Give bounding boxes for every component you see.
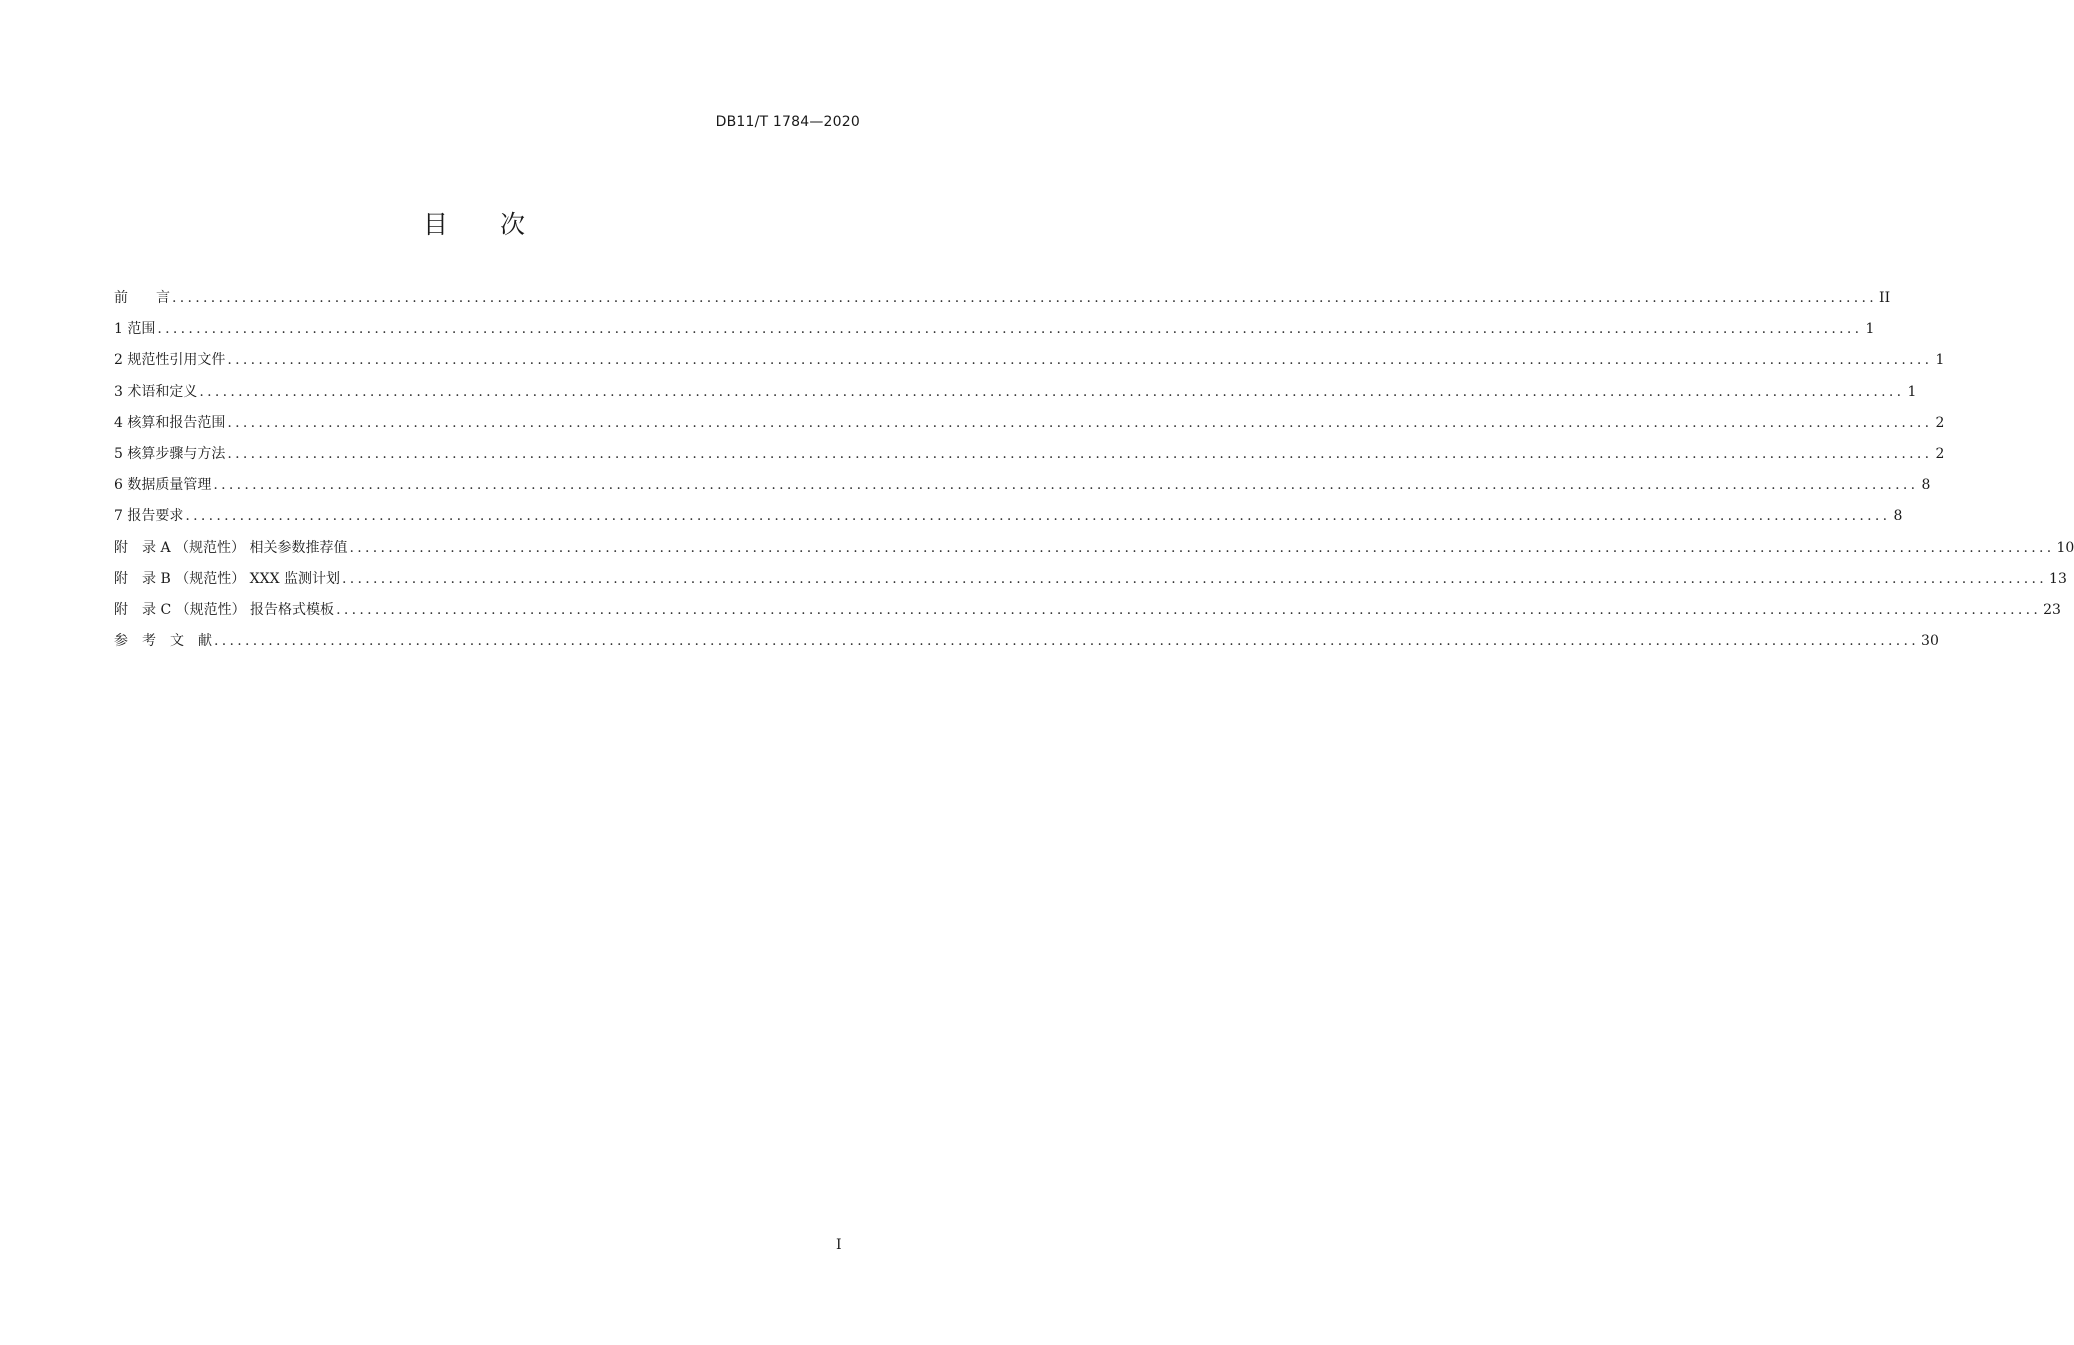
toc-leader-dots: ............................................................................................................................................................................................................................ — [336, 601, 2042, 618]
toc-entry-page: 1 — [1907, 383, 1917, 400]
page-title — [0, 205, 950, 241]
toc-entry-label: 4 核算和报告范围 — [114, 414, 226, 431]
toc-leader-dots: ............................................................................................................................................................................................................................ — [349, 539, 2055, 556]
table-of-contents — [114, 287, 2074, 661]
toc-leader-dots: ............................................................................................................................................................................................................................ — [199, 383, 1905, 400]
toc-entry-appendix-b[interactable] — [114, 568, 2067, 599]
toc-entry-page: 13 — [2049, 570, 2067, 587]
toc-entry-page: 2 — [1935, 414, 1945, 431]
toc-entry-label: 1 范围 — [114, 321, 156, 338]
toc-entry-page: 23 — [2043, 601, 2061, 618]
document-code: DB11/T 1784—2020 — [715, 114, 860, 130]
toc-leader-dots: ............................................................................................................................................................................................................................ — [342, 570, 2048, 587]
toc-leader-dots: ............................................................................................................................................................................................................................ — [213, 477, 1919, 494]
toc-entry-report-requirements[interactable] — [114, 505, 1903, 536]
toc-entry-page: 10 — [2056, 539, 2074, 556]
toc-entry-normative-references[interactable] — [114, 349, 1945, 380]
toc-entry-terms-definitions[interactable] — [114, 381, 1917, 412]
toc-leader-dots: ............................................................................................................................................................................................................................ — [214, 633, 1920, 650]
toc-entry-label: 6 数据质量管理 — [114, 477, 212, 494]
toc-entry-page: 1 — [1935, 352, 1945, 369]
toc-leader-dots: ............................................................................................................................................................................................................................ — [227, 414, 1933, 431]
toc-entry-page: 8 — [1921, 477, 1931, 494]
toc-leader-dots: ............................................................................................................................................................................................................................ — [185, 508, 1891, 525]
toc-entry-page: 2 — [1935, 445, 1945, 462]
toc-entry-scope[interactable] — [114, 318, 1875, 349]
toc-entry-label: 附 录 B （规范性） XXX 监测计划 — [114, 570, 340, 587]
toc-entry-label: 前 言 — [114, 290, 170, 306]
toc-leader-dots: ............................................................................................................................................................................................................................ — [227, 352, 1933, 369]
title-part-1: 目 — [422, 210, 450, 239]
toc-entry-accounting-scope[interactable] — [114, 412, 1945, 443]
title-part-2: 次 — [500, 210, 528, 239]
toc-leader-dots: ............................................................................................................................................................................................................................ — [172, 290, 1878, 306]
toc-entry-page: II — [1879, 290, 1891, 306]
toc-entry-accounting-steps[interactable] — [114, 443, 1945, 474]
toc-entry-label: 参 考 文 献 — [114, 633, 212, 650]
toc-entry-label: 3 术语和定义 — [114, 383, 198, 400]
toc-entry-bibliography[interactable] — [114, 630, 1939, 661]
toc-entry-page: 30 — [1921, 633, 1939, 650]
toc-entry-label: 7 报告要求 — [114, 508, 184, 525]
toc-leader-dots: ............................................................................................................................................................................................................................ — [227, 445, 1933, 462]
toc-entry-label: 2 规范性引用文件 — [114, 352, 226, 369]
toc-entry-label: 5 核算步骤与方法 — [114, 445, 226, 462]
toc-entry-data-quality[interactable] — [114, 474, 1931, 505]
toc-entry-foreword[interactable] — [114, 287, 1891, 318]
toc-entry-label: 附 录 A （规范性） 相关参数推荐值 — [114, 539, 348, 556]
page-number: I — [836, 1237, 842, 1253]
toc-entry-page: 1 — [1865, 321, 1875, 338]
toc-entry-page: 8 — [1893, 508, 1903, 525]
toc-leader-dots: ............................................................................................................................................................................................................................ — [157, 321, 1863, 338]
toc-entry-appendix-c[interactable] — [114, 599, 2061, 630]
toc-entry-label: 附 录 C （规范性） 报告格式模板 — [114, 601, 335, 618]
toc-entry-appendix-a[interactable] — [114, 537, 2074, 568]
